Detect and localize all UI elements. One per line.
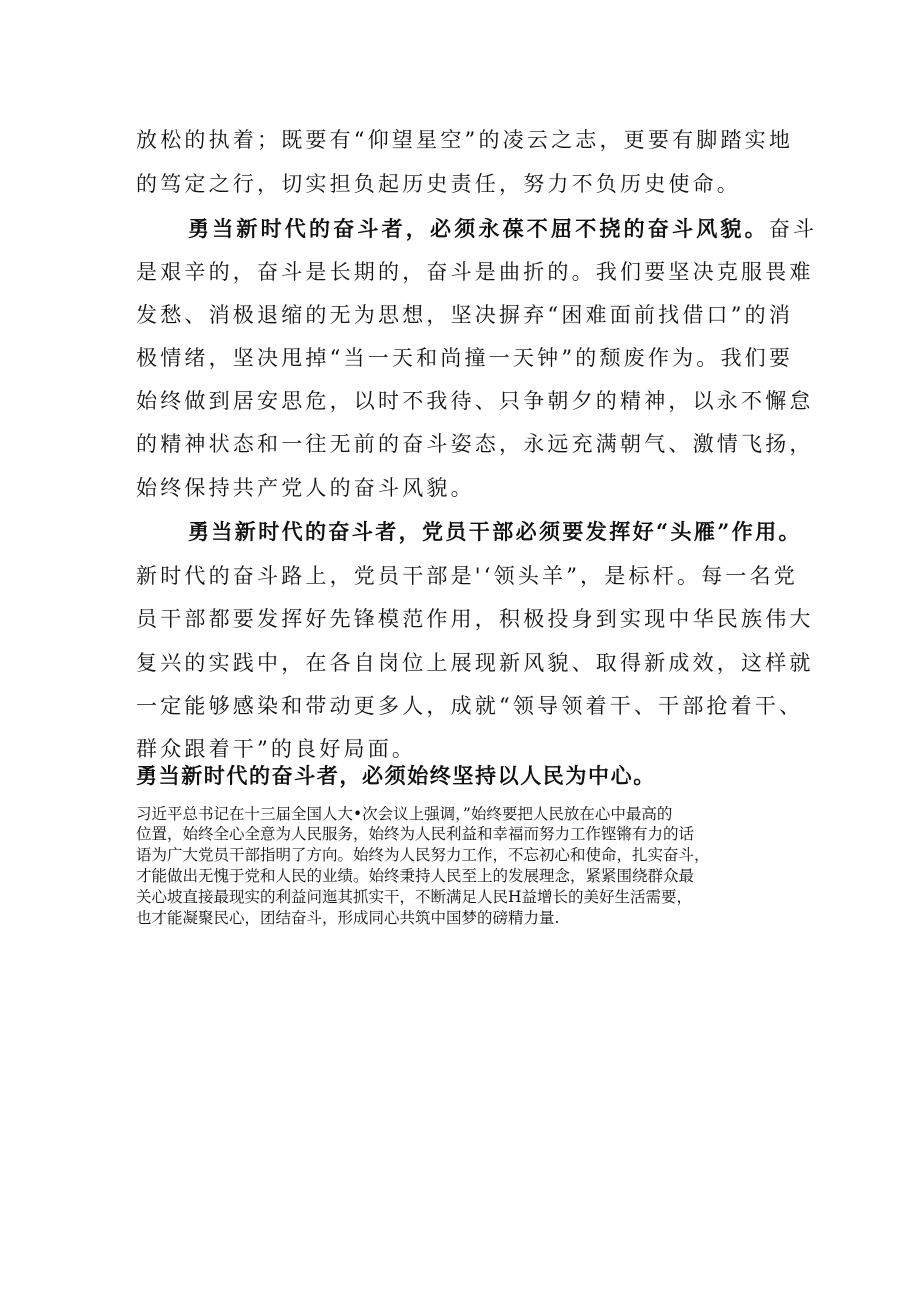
section-heading: 勇当新时代的奋斗者，必须始终坚持以人民为中心。 — [136, 763, 656, 788]
paragraph-lead-bold: 勇当新时代的奋斗者，必须永葆不屈不挠的奋斗风貌。 — [188, 216, 769, 241]
paragraph-line: 一定能够感染和带动更多人，成就“领导领着干、干部抢着干、 — [136, 694, 804, 718]
paragraph-line: 发愁、消极退缩的无为思想，坚决摒弃“困难面前找借口”的消 — [136, 303, 794, 327]
paragraph-line: 的笃定之行，切实担负起历史责任，努力不负历史使命。 — [136, 172, 741, 196]
paragraph-line-small: 关心坡直接最现实的利益问迤其抓实干，不断满足人民H益增长的美好生活需要， — [136, 888, 693, 906]
paragraph-line: 复兴的实践中，在各自岗位上展现新风貌、取得新成效，这样就 — [136, 651, 814, 675]
paragraph-line: 是艰辛的，奋斗是长期的，奋斗是曲折的。我们要坚决克服畏难 — [136, 260, 814, 284]
paragraph-line-small: 位置，始终全心全意为人民服务，始终为人民利益和幸福而努力工作铿锵有力的话 — [136, 825, 695, 843]
paragraph-line-small: 习近平总书记在十三届全国人大•次会议上强调，”始终要把人民放在心中最高的 — [136, 805, 673, 823]
paragraph-line: 始终做到居安思危，以时不我待、只争朝夕的精神，以永不懈怠 — [136, 389, 814, 413]
paragraph-lead-rest: 奋斗 — [768, 217, 818, 241]
paragraph-line: 群众跟着干”的良好局面。 — [136, 737, 417, 761]
paragraph-line: 新时代的奋斗路上，党员干部是'‘领头羊”，是标杆。每一名党 — [136, 564, 798, 588]
paragraph-line: 员干部都要发挥好先锋模范作用，积极投身到实现中华民族伟大 — [136, 607, 814, 631]
paragraph-line: 始终保持共产党人的奋斗风貌。 — [136, 476, 475, 500]
paragraph-line-small: 也才能凝聚民心，团结奋斗，形成同心共筑中国梦的磅精力量. — [136, 909, 560, 927]
paragraph-line: 的精神状态和一往无前的奋斗姿态，永远充满朝气、激情飞扬， — [136, 432, 814, 456]
paragraph-line-small: 语为广大党员干部指明了方向。始终为人民努力工作，不忘初心和使命，扎实奋斗， — [136, 846, 710, 864]
paragraph-line: 极情绪，坚决甩掉“当一天和尚撞一天钟”的颓废作为。我们要 — [136, 346, 794, 370]
paragraph-lead-bold: 勇当新时代的奋斗者，党员干部必须要发挥好“头雁”作用。 — [188, 519, 802, 544]
paragraph-first-line — [188, 215, 817, 243]
paragraph-line: 放松的执着；既要有“仰望星空”的凌云之志，更要有脚踏实地 — [136, 128, 794, 152]
paragraph-line-small: 才能做出无愧于党和人民的业绩。始终秉持人民至上的发展理念，紧紧围绕群众最 — [136, 867, 695, 885]
